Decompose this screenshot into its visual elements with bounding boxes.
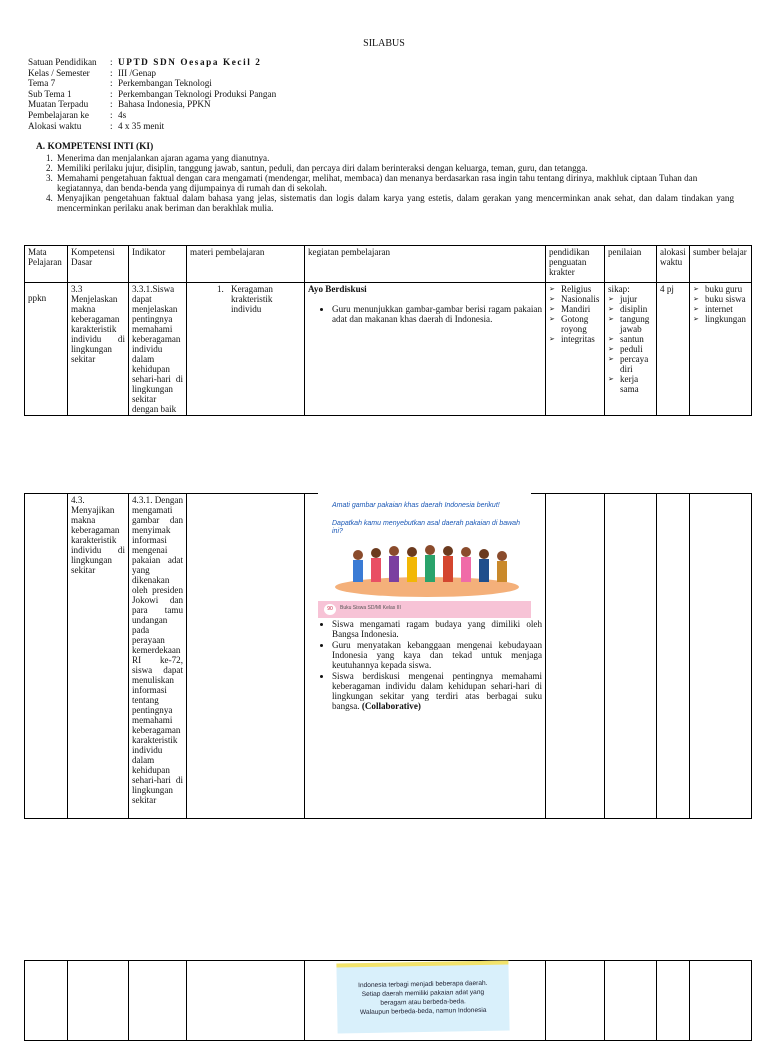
identity-row	[28, 110, 276, 121]
book-question-2: Dapatkah kamu menyebutkan asal daerah pakaian di bawah ini?	[332, 520, 520, 535]
identity-row	[28, 78, 276, 89]
r2-mapel	[25, 494, 68, 819]
th-kegiatan: kegiatan pembelajaran	[305, 246, 546, 283]
ki-number: 3.	[46, 173, 53, 183]
r2-materi	[187, 494, 305, 819]
r1-materi	[187, 283, 305, 416]
sumber-item: ➢ internet	[693, 304, 748, 314]
r3-mapel	[25, 961, 68, 1041]
karakter-item: ➢ Gotong royong	[549, 314, 601, 334]
kegiatan-list-2	[308, 619, 542, 711]
penilaian-item: ➢ peduli	[608, 344, 653, 354]
r1-penilaian	[605, 283, 657, 416]
kegiatan-title: Ayo Berdiskusi	[308, 284, 367, 294]
ki-heading: A. KOMPETENSI INTI (KI)	[36, 142, 154, 152]
penilaian-item: ➢ kerja sama	[608, 374, 653, 394]
ki-item	[46, 193, 734, 213]
identity-colon: :	[110, 57, 113, 67]
kegiatan-item: • Siswa mengamati ragam budaya yang dimiliki oleh Bangsa Indonesia.	[332, 619, 542, 639]
identity-row	[28, 121, 276, 132]
ki-item	[46, 183, 734, 193]
ki-item	[46, 153, 734, 163]
penilaian-item: ➢ tangung jawab	[608, 314, 653, 334]
ki-text: Memiliki perilaku jujur, disiplin, tanggung jawab, santun, peduli, dan percaya diri dalam berinteraksi dengan keluarga, teman, guru, dan tetangga.	[57, 163, 588, 173]
identity-value: Bahasa Indonesia, PPKN	[118, 99, 211, 110]
identity-value: 4 x 35 menit	[118, 120, 165, 131]
note-line: Indonesia terbagi menjadi beberapa daerah.	[358, 979, 488, 990]
r3-materi	[187, 961, 305, 1041]
karakter-item: ➢ integritas	[549, 334, 601, 344]
karakter-item: ➢ Religius	[549, 284, 601, 294]
identity-value: UPTD SDN Oesapa Kecil 2	[118, 57, 262, 67]
sumber-item: ➢ lingkungan	[693, 314, 748, 324]
identity-value: III /Genap	[118, 67, 157, 78]
identity-label: Kelas / Semester	[28, 67, 90, 78]
penilaian-item: ➢ jujur	[608, 294, 653, 304]
book-question-1: Amati gambar pakaian khas daerah Indonesia berikut!	[332, 502, 500, 509]
th-indikator: Indikator	[129, 246, 187, 283]
r2-karakter	[546, 494, 605, 819]
ki-item	[46, 163, 734, 173]
th-alokasi: alokasi waktu	[657, 246, 690, 283]
identity-colon: :	[110, 67, 113, 78]
children-traditional-clothes-image	[332, 537, 522, 599]
ki-number: 4.	[46, 193, 53, 203]
identity-colon: :	[110, 78, 113, 89]
book-footer	[318, 601, 531, 618]
textbook-illustration	[318, 493, 531, 618]
identity-row	[28, 68, 276, 79]
sumber-item: ➢ buku guru	[693, 284, 748, 294]
identity-row	[28, 57, 276, 68]
identity-label: Alokasi waktu	[28, 120, 82, 131]
identity-label: Sub Tema 1	[28, 88, 72, 99]
ki-text: Menerima dan menjalankan ajaran agama yang dianutnya.	[57, 153, 270, 163]
materi-number: 1.	[217, 284, 224, 294]
th-penilaian: penilaian	[605, 246, 657, 283]
ki-list	[46, 153, 734, 213]
identity-colon: :	[110, 109, 113, 120]
penilaian-label: sikap:	[608, 284, 630, 294]
r2-indikator: 4.3.1. Dengan mengamati gambar dan menyimak informasi mengenai pakaian adat yang dikenakan oleh presiden Jokowi dan para tamu undangan pada perayaan kemerdekaan RI ke-72, siswa dapat menuliskan informasi tentang pentingnya memahami keberagaman karakteristik individu dalam kehidupan sehari-hari di lingkungan sekitar	[129, 494, 187, 819]
identity-colon: :	[110, 120, 113, 131]
info-note-card	[336, 961, 509, 1034]
r1-alokasi: 4 pj	[657, 283, 690, 416]
ki-number: 2.	[46, 163, 53, 173]
note-line: Setiap daerah memiliki pakaian adat yang	[361, 988, 485, 999]
r1-karakter	[546, 283, 605, 416]
kegiatan-item: • Guru menunjukkan gambar-gambar berisi ragam pakaian adat dan makanan khas daerah di Indonesia.	[332, 304, 542, 324]
r3-kd	[68, 961, 129, 1041]
ki-number	[46, 183, 57, 193]
book-page-number: 90	[324, 604, 336, 615]
th-kd: Kompetensi Dasar	[68, 246, 129, 283]
identity-row	[28, 99, 276, 110]
penilaian-item: ➢ disiplin	[608, 304, 653, 314]
materi-text: Keragaman krakteristik individu	[231, 284, 273, 314]
r3-indikator	[129, 961, 187, 1041]
karakter-item: ➢ Nasionalis	[549, 294, 601, 304]
note-line: beragam atau berbeda-beda.	[380, 998, 466, 1007]
syllabus-table-1	[24, 245, 752, 416]
book-footer-text: Buku Siswa SD/MI Kelas III	[340, 605, 401, 611]
identity-label: Muatan Terpadu	[28, 99, 89, 110]
r1-kd: 3.3 Menjelaskan makna keberagaman karakteristik individu di lingkungan sekitar	[68, 283, 129, 416]
r2-sumber	[690, 494, 752, 819]
th-karakter: pendidikan penguatan krakter	[546, 246, 605, 283]
identity-colon: :	[110, 88, 113, 99]
identity-label: Satuan Pendidikan	[28, 57, 97, 67]
r2-kd: 4.3. Menyajikan makna keberagaman karakteristik individu di lingkungan sekitar	[68, 494, 129, 819]
ki-text: Menyajikan pengetahuan faktual dalam bahasa yang jelas, sistematis dan logis dalam karya yang estetis, dalam gerakan yang mencerminkan anak sehat, dan dalam tindakan yang mencerminkan perilaku anak beriman dan berakhlak mulia.	[57, 193, 734, 213]
document-title: SILABUS	[363, 38, 405, 49]
karakter-item: ➢ Mandiri	[549, 304, 601, 314]
th-materi: materi pembelajaran	[187, 246, 305, 283]
identity-value: Perkembangan Teknologi Produksi Pangan	[118, 88, 277, 99]
ki-text: kegiatannya, dan benda-benda yang dijumpainya di rumah dan di sekolah.	[57, 183, 327, 193]
ki-item	[46, 173, 734, 183]
note-line: Walaupun berbeda-beda, namun Indonesia	[359, 1006, 487, 1017]
r1-sumber	[690, 283, 752, 416]
r1-mapel: ppkn	[25, 283, 68, 416]
r2-alokasi	[657, 494, 690, 819]
r3-sumber	[690, 961, 752, 1041]
r1-kegiatan	[305, 283, 546, 416]
identity-value: Perkembangan Teknologi	[118, 78, 212, 89]
r3-alokasi	[657, 961, 690, 1041]
identity-label: Tema 7	[28, 78, 56, 89]
kegiatan-item: • Siswa berdiskusi mengenai pentingnya memahami keberagaman individu dalam kehidupan sehari-hari di lingkungan sekitar yang terdiri atas berbagai suku bangsa. (Collaborative)	[332, 671, 542, 711]
r2-penilaian	[605, 494, 657, 819]
r3-karakter	[546, 961, 605, 1041]
ki-text: Memahami pengetahuan faktual dengan cara mengamati (mendengar, melihat, membaca) dan menanya berdasarkan rasa ingin tahu tentang dirinya, makhluk ciptaan Tuhan dan	[57, 173, 698, 183]
r1-indikator: 3.3.1.Siswa dapat menjelaskan pentingnya memahami keberagaman individu dalam kehidupan sehari-hari di lingkungan sekitar dengan baik	[129, 283, 187, 416]
identity-colon: :	[110, 99, 113, 110]
th-sumber: sumber belajar	[690, 246, 752, 283]
penilaian-item: ➢ santun	[608, 334, 653, 344]
kegiatan-list	[308, 304, 542, 324]
penilaian-item: ➢ percaya diri	[608, 354, 653, 374]
r3-penilaian	[605, 961, 657, 1041]
th-mapel: Mata Pelajaran	[25, 246, 68, 283]
identity-label: Pembelajaran ke	[28, 109, 89, 120]
ki-number: 1.	[46, 153, 53, 163]
identity-value: 4s	[118, 109, 127, 120]
identity-block	[28, 57, 276, 131]
collaborative-label: (Collaborative)	[361, 701, 421, 711]
identity-row	[28, 89, 276, 100]
kegiatan-item: • Guru menyatakan kebanggaan mengenai kebudayaan Indonesia yang kaya dan tekad untuk menjaga keutuhannya kepada siswa.	[332, 640, 542, 670]
sumber-item: ➢ buku siswa	[693, 294, 748, 304]
